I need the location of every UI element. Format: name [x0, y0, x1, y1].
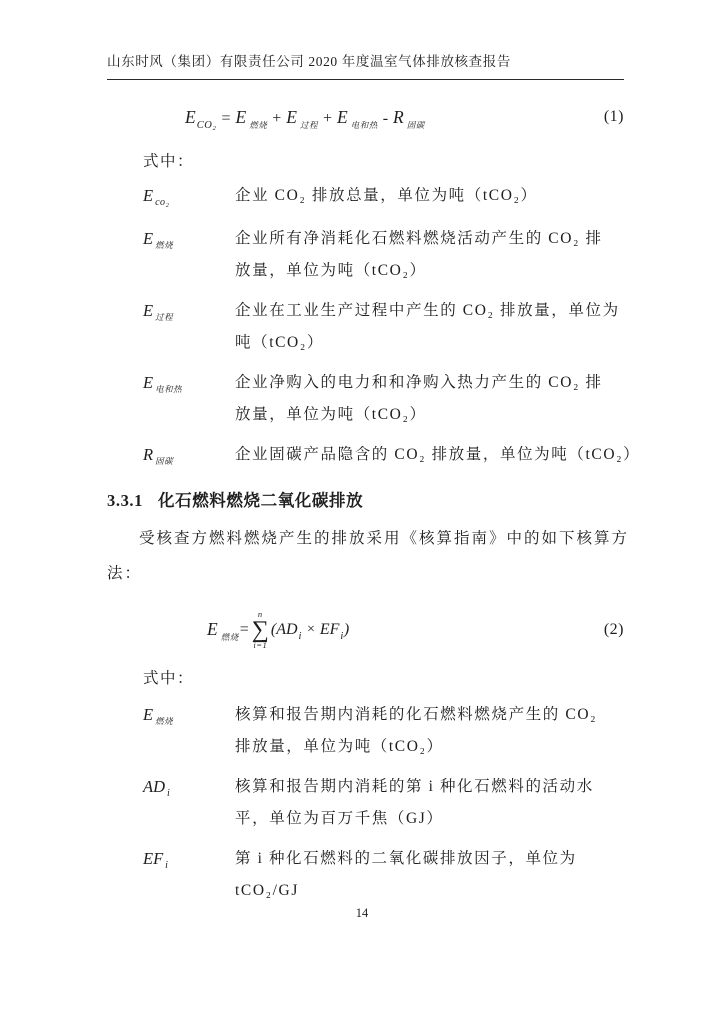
paragraph-line: 受核查方燃料燃烧产生的排放采用《核算指南》中的如下核算方 — [139, 530, 630, 547]
definition-row — [143, 223, 624, 287]
symbol-definition — [235, 367, 603, 431]
paragraph-line: 法： — [107, 565, 143, 582]
symbol-definition-list-1 — [107, 180, 641, 473]
definition-line: 核算和报告期内消耗的第 i 种化石燃料的活动水 — [235, 778, 594, 795]
term-ad-i: $AD_i$ — [276, 620, 302, 642]
definition-row — [143, 367, 624, 431]
page-number: 14 — [355, 906, 369, 920]
equals-sign: = — [239, 620, 249, 638]
where-clause-intro: 式中： — [143, 670, 195, 687]
symbol-term — [143, 699, 235, 763]
symbol-definition — [235, 843, 577, 907]
definition-line: 企业在工业生产过程中产生的 CO₂ 排放量，单位为 — [235, 302, 620, 319]
definition-row — [143, 771, 624, 835]
formula-1-number: (1) — [603, 108, 624, 125]
multiplication-sign: × — [306, 621, 315, 637]
open-paren: ( — [270, 620, 277, 638]
definition-row — [143, 439, 641, 473]
definition-line: 排放量，单位为吨（tCO₂） — [235, 738, 444, 755]
symbol-base: EF — [143, 849, 164, 868]
term-e-process: E $_{过程}$ — [286, 106, 318, 130]
page-footer — [0, 906, 724, 921]
definition-line: 放量，单位为吨（tCO₂） — [235, 262, 427, 279]
section-number: 3.3.1 — [107, 491, 143, 510]
symbol-subscript: 固碳 — [155, 456, 174, 466]
symbol-term — [143, 223, 235, 287]
symbol-definition — [235, 295, 620, 359]
symbol-definition — [235, 699, 597, 763]
definition-row — [143, 699, 624, 763]
symbol-term — [143, 843, 235, 907]
symbol-term — [143, 180, 235, 215]
symbol-definition — [235, 439, 640, 473]
symbol-definition — [235, 771, 594, 835]
definition-line: 放量，单位为吨（tCO₂） — [235, 406, 427, 423]
symbol-definition — [235, 223, 603, 287]
summation-symbol — [252, 610, 269, 650]
definition-line: 企业固碳产品隐含的 CO₂ 排放量，单位为吨（tCO₂） — [235, 446, 641, 463]
symbol-term — [143, 295, 235, 359]
definition-line: 企业净购入的电力和和净购入热力产生的 CO₂ 排 — [235, 374, 603, 391]
section-title: 化石燃料燃烧二氧化碳排放 — [158, 491, 364, 510]
sum-lower-limit: i=1 — [253, 640, 268, 651]
formula-2-number: (2) — [603, 621, 624, 638]
definition-row — [143, 180, 624, 215]
formula-1-body — [185, 106, 425, 131]
term-e-electricity-heat: E $_{电和热}$ — [336, 106, 378, 130]
definition-line: tCO₂/GJ — [235, 882, 299, 899]
definition-row — [143, 843, 624, 907]
symbol-term — [143, 771, 235, 835]
symbol-definition — [235, 180, 538, 215]
symbol-base: AD — [143, 777, 165, 796]
equals-sign: = — [221, 109, 231, 127]
plus-sign: + — [272, 109, 282, 127]
definition-line: 第 i 种化石燃料的二氧化碳排放因子，单位为 — [235, 850, 577, 867]
definition-row — [143, 295, 624, 359]
plus-sign: + — [322, 109, 332, 127]
symbol-subscript: co₂ — [155, 197, 170, 208]
definition-line: 吨（tCO₂） — [235, 334, 324, 351]
header-title: 山东时风（集团）有限责任公司 2020 年度温室气体排放核查报告 — [107, 54, 511, 69]
definition-line: 核算和报告期内消耗的化石燃料燃烧产生的 CO₂ — [235, 706, 598, 723]
symbol-term — [143, 367, 235, 431]
sum-upper-limit: n — [257, 609, 263, 620]
term-r-carbon-fixation: R $_{固碳}$ — [393, 106, 425, 130]
body-paragraph — [107, 521, 630, 591]
term-e-total: $E_{CO_2}$ — [185, 106, 217, 131]
symbol-base: E — [143, 229, 154, 248]
minus-sign: - — [382, 109, 389, 127]
symbol-base: R — [143, 445, 154, 464]
symbol-base: E — [143, 301, 154, 320]
symbol-term — [143, 439, 235, 473]
symbol-base: E — [143, 705, 154, 724]
symbol-base: E — [143, 373, 154, 392]
symbol-base: E — [143, 186, 154, 205]
term-e-combustion: E $_{燃烧}$ — [235, 106, 268, 130]
symbol-subscript: i — [167, 788, 171, 799]
formula-1 — [107, 102, 624, 132]
term-ef-i: $EF_i$ — [319, 620, 344, 642]
symbol-subscript: 过程 — [155, 312, 174, 322]
close-paren: ) — [343, 620, 350, 638]
definition-line: 企业所有净消耗化石燃料燃烧活动产生的 CO₂ 排 — [235, 230, 603, 247]
definition-line: 平，单位为百万千焦（GJ） — [235, 810, 444, 827]
symbol-subscript: i — [165, 860, 169, 871]
sigma-icon: ∑ — [251, 616, 269, 643]
formula-2 — [107, 603, 624, 657]
symbol-subscript: 燃烧 — [155, 240, 174, 250]
symbol-subscript: 电和热 — [155, 384, 183, 394]
section-heading — [107, 487, 624, 511]
formula-2-body — [207, 610, 349, 650]
term-e-combustion: E $_{燃烧}$ — [207, 619, 239, 643]
symbol-definition-list-2 — [107, 699, 624, 907]
definition-line: 企业 CO₂ 排放总量，单位为吨（tCO₂） — [235, 187, 538, 204]
where-clause-intro: 式中： — [143, 153, 195, 170]
symbol-subscript: 燃烧 — [155, 716, 174, 726]
document-header — [107, 50, 624, 80]
